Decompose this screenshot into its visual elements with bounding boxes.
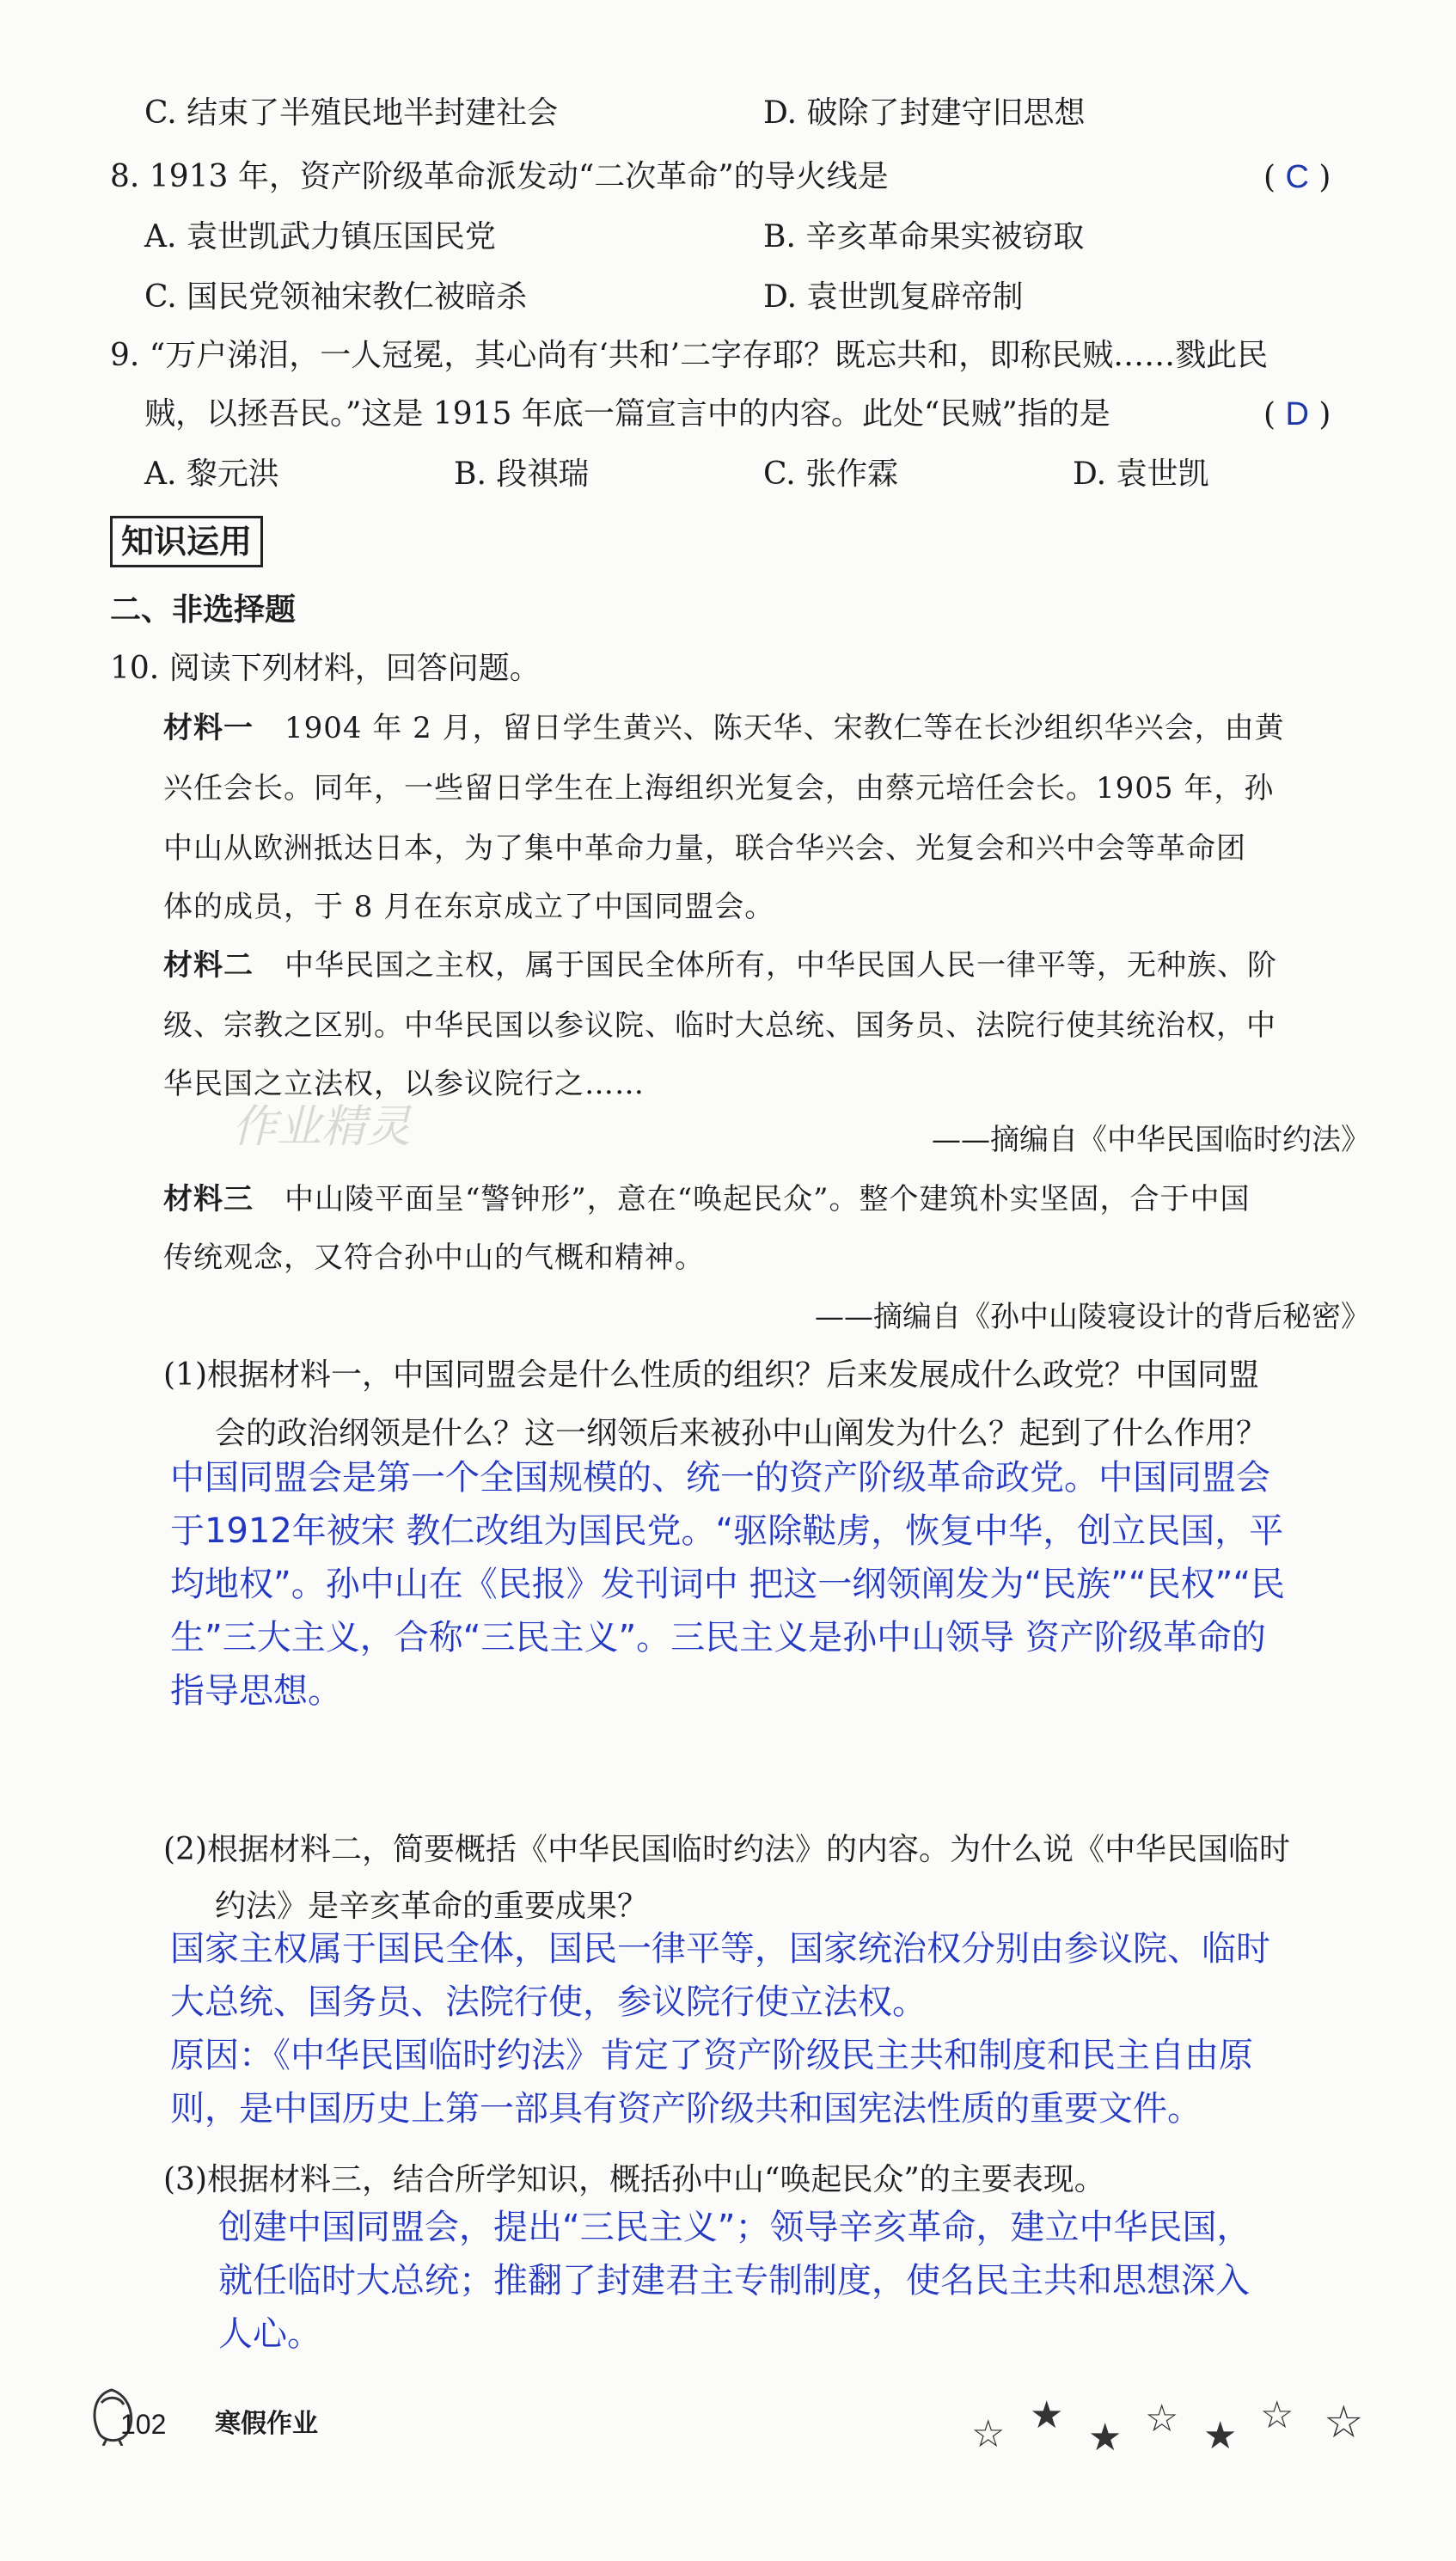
material3-line2: 传统观念，又符合孙中山的气概和精神。 (163, 1241, 705, 1275)
book-title: 寒假作业 (215, 2409, 318, 2439)
sub3-answer-line3: 人心。 (218, 2314, 321, 2354)
q7-option-d: D. 破除了封建守旧思想 (763, 95, 1086, 131)
q8-option-a: A. 袁世凯武力镇压国民党 (144, 219, 496, 254)
q9-option-d: D. 袁世凯 (1073, 456, 1209, 492)
star-icon: ☆ (971, 2412, 1006, 2456)
sub1-answer-line4: 生”三大主义，合称“三民主义”。三民主义是孙中山领导 资产阶级革命的 (170, 1618, 1266, 1657)
sub2-question-line2: 约法》是辛亥革命的重要成果？ (215, 1889, 649, 1924)
sub1-question-line2: 会的政治纲领是什么？这一纲领后来被孙中山阐发为什么？起到了什么作用？ (215, 1416, 1268, 1451)
sub1-answer-line2: 于1912年被宋 教仁改组为国民党。“驱除鞑虏，恢复中华，创立民国，平 (170, 1511, 1284, 1551)
star-icon: ★ (1088, 2416, 1123, 2460)
q8-answer: C (1285, 159, 1309, 195)
q8-option-b: B. 辛亥革命果实被窃取 (763, 219, 1085, 254)
q8-stem: 8. 1913 年，资产阶级革命派发动“二次革命”的导火线是 (110, 159, 889, 194)
q7-option-c: C. 结束了半殖民地半封建社会 (144, 95, 559, 131)
material2-line2: 级、宗教之区别。中华民国以参议院、临时大总统、国务员、法院行使其统治权，中 (163, 1008, 1276, 1043)
material3-source: ——摘编自《孙中山陵寝设计的背后秘密》 (815, 1300, 1370, 1334)
watermark: 作业精灵 (232, 1101, 412, 1153)
sub2-answer-line4: 则，是中国历史上第一部具有资产阶级共和国宪法性质的重要文件。 (170, 2089, 1202, 2129)
q9-option-a: A. 黎元洪 (144, 456, 279, 492)
rating-stars (963, 2390, 1392, 2459)
sub3-question: (3)根据材料三，结合所学知识，概括孙中山“唤起民众”的主要表现。 (163, 2162, 1105, 2197)
material3-line1 (163, 1169, 1251, 1229)
q9-option-c: C. 张作霖 (763, 456, 899, 492)
sub2-answer-line3: 原因：《中华民国临时约法》肯定了资产阶级民主共和制度和民主自由原 (170, 2036, 1253, 2075)
material3-label: 材料三 (163, 1182, 254, 1216)
star-icon: ☆ (1260, 2393, 1294, 2437)
section-title: 二、非选择题 (110, 592, 297, 628)
q9-stem-line1: 9. “万户涕泪，一人冠冕，其心尚有‘共和’二字存耶？既忘共和，即称民贼……戮此民 (110, 338, 1269, 373)
page-number: 102 (120, 2409, 167, 2440)
q8-answer-bracket: ( C ) (1263, 159, 1331, 195)
q8-option-d: D. 袁世凯复辟帝制 (763, 279, 1024, 315)
sub2-question-line1: (2)根据材料二，简要概括《中华民国临时约法》的内容。为什么说《中华民国临时 (163, 1832, 1290, 1867)
material2-source: ——摘编自《中华民国临时约法》 (932, 1123, 1370, 1157)
sub1-answer-line5: 指导思想。 (170, 1671, 342, 1711)
section-box-knowledge-application: 知识运用 (110, 516, 263, 567)
material1-line3: 中山从欧洲抵达日本，为了集中革命力量，联合华兴会、光复会和兴中会等革命团 (163, 831, 1246, 866)
q9-stem-line2: 贼，以拯吾民。”这是 1915 年底一篇宣言中的内容。此处“民贼”指的是 (144, 396, 1110, 432)
star-icon: ★ (1030, 2393, 1064, 2437)
material1-label: 材料一 (163, 711, 254, 745)
material2-text: 中华民国之主权，属于国民全体所有，中华民国人民一律平等，无种族、阶 (284, 948, 1277, 983)
material2-line1 (163, 935, 1277, 996)
material1-text: 1904 年 2 月，留日学生黄兴、陈天华、宋教仁等在长沙组织华兴会，由黄 (284, 711, 1285, 745)
q10-stem: 10. 阅读下列材料，回答问题。 (110, 651, 541, 686)
q9-answer: D (1285, 396, 1309, 432)
star-icon: ☆ (1324, 2397, 1364, 2448)
material1-line2: 兴任会长。同年，一些留日学生在上海组织光复会，由蔡元培任会长。1905 年，孙 (163, 771, 1275, 806)
sub1-answer-line3: 均地权”。孙中山在《民报》发刊词中 把这一纲领阐发为“民族”“民权”“民 (170, 1565, 1286, 1604)
material1-line4: 体的成员，于 8 月在东京成立了中国同盟会。 (163, 890, 775, 924)
material2-label: 材料二 (163, 948, 254, 983)
sub1-answer-line1: 中国同盟会是第一个全国规模的、统一的资产阶级革命政党。中国同盟会 (170, 1458, 1270, 1498)
material1-line1 (163, 698, 1285, 758)
material2-line3: 华民国之立法权，以参议院行之…… (163, 1067, 645, 1101)
sub1-question-line1: (1)根据材料一，中国同盟会是什么性质的组织？后来发展成什么政党？中国同盟 (163, 1357, 1259, 1393)
q8-option-c: C. 国民党领袖宋教仁被暗杀 (144, 279, 528, 315)
q9-option-b: B. 段祺瑞 (454, 456, 590, 492)
star-icon: ★ (1203, 2414, 1238, 2458)
star-icon: ☆ (1145, 2397, 1179, 2441)
sub2-answer-line1: 国家主权属于国民全体，国民一律平等，国家统治权分别由参议院、临时 (170, 1929, 1270, 1969)
sub3-answer-line1: 创建中国同盟会，提出“三民主义”；领导辛亥革命，建立中华民国， (218, 2208, 1251, 2247)
sub2-answer-line2: 大总统、国务员、法院行使，参议院行使立法权。 (170, 1982, 927, 2022)
material3-text: 中山陵平面呈“警钟形”，意在“唤起民众”。整个建筑朴实坚固，合于中国 (284, 1182, 1251, 1216)
sub3-answer-line2: 就任临时大总统；推翻了封建君主专制制度，使名民主共和思想深入 (218, 2261, 1250, 2301)
q9-answer-bracket: ( D ) (1263, 396, 1331, 432)
